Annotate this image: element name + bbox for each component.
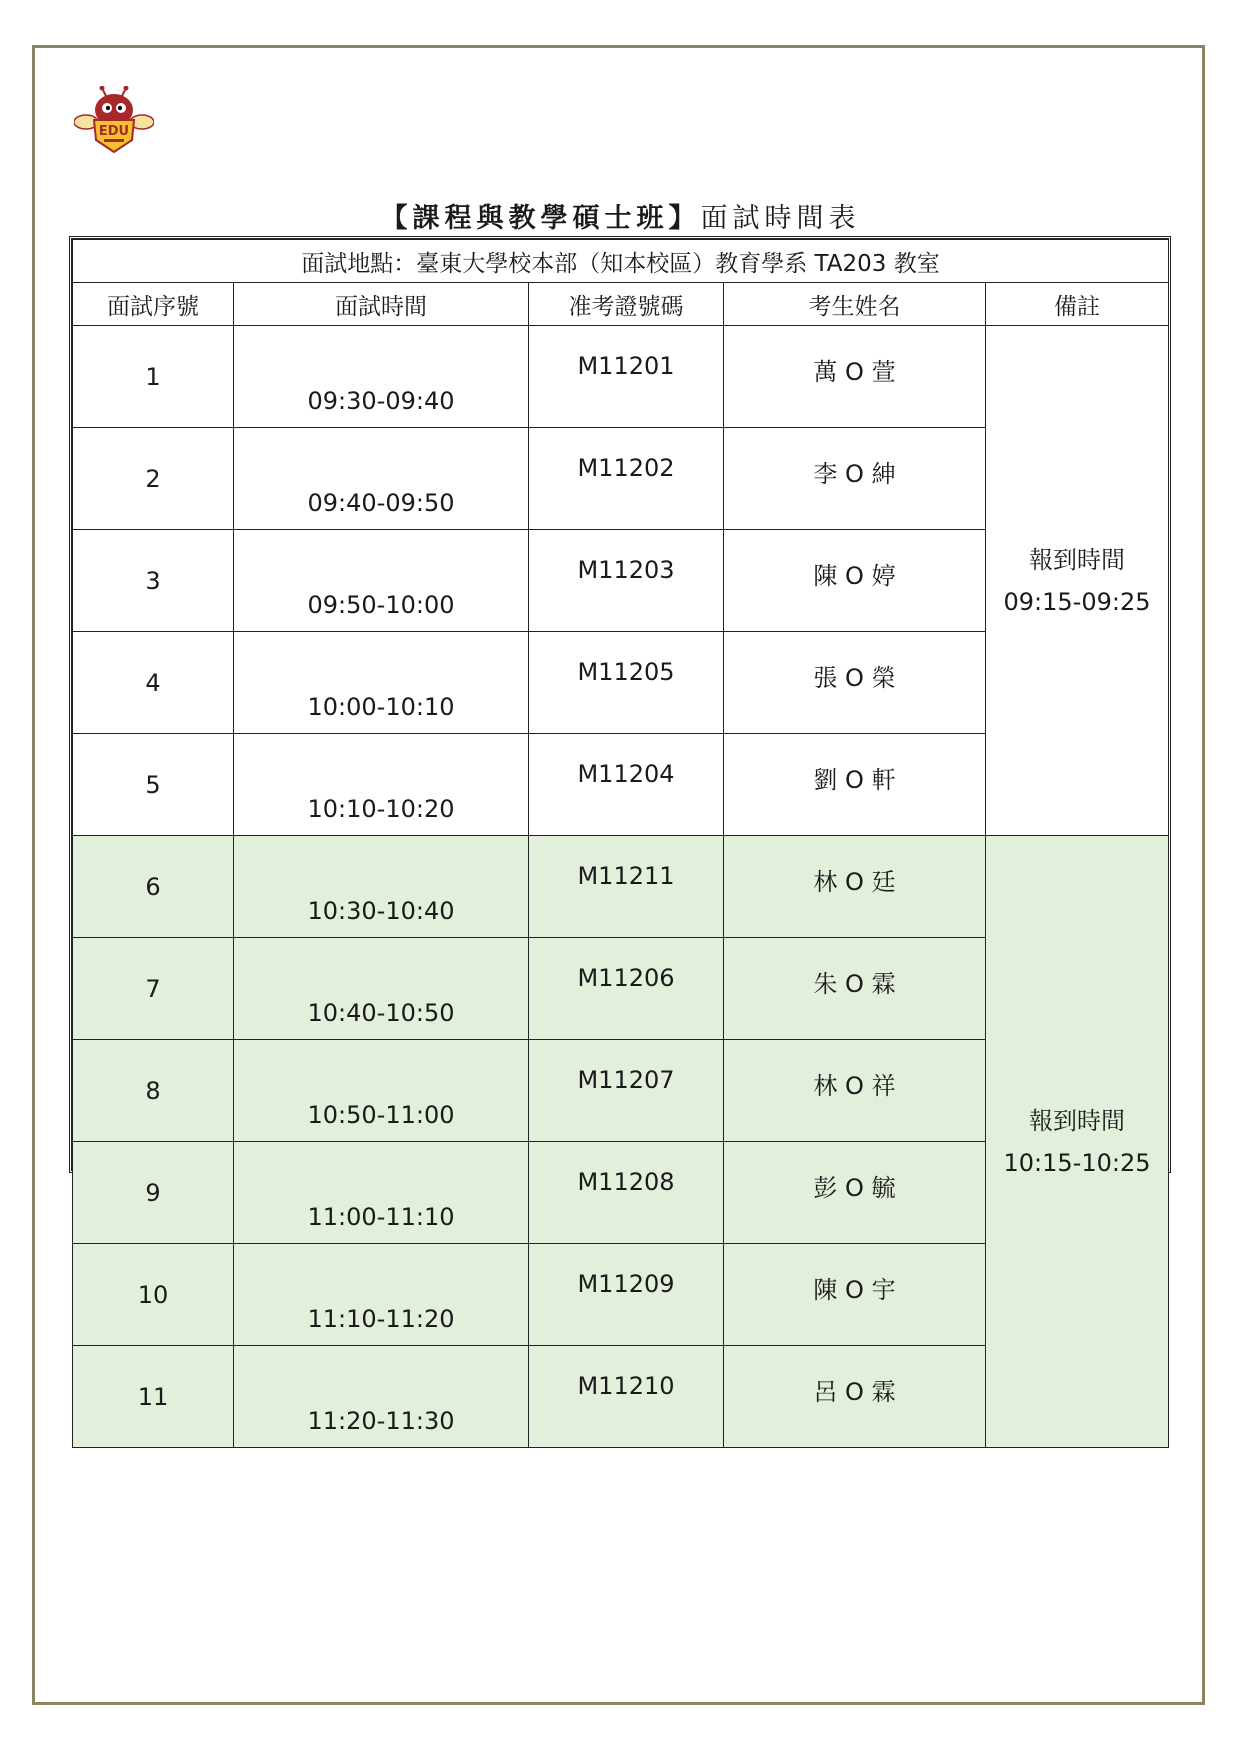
row-time: 10:00-10:10 [234, 632, 529, 734]
row-code: M11203 [529, 530, 724, 632]
row-no: 10 [73, 1244, 234, 1346]
header-note: 備註 [986, 283, 1169, 326]
row-code: M11209 [529, 1244, 724, 1346]
row-name: 陳 O 婷 [724, 530, 986, 632]
row-code: M11204 [529, 734, 724, 836]
row-name: 彭 O 毓 [724, 1142, 986, 1244]
row-no: 8 [73, 1040, 234, 1142]
row-time: 10:10-10:20 [234, 734, 529, 836]
row-code: M11206 [529, 938, 724, 1040]
location-cell: 面試地點：臺東大學校本部（知本校區）教育學系 TA203 教室 [73, 240, 1169, 283]
note-label: 報到時間 [1029, 1106, 1125, 1135]
row-time: 10:40-10:50 [234, 938, 529, 1040]
row-name: 劉 O 軒 [724, 734, 986, 836]
note-time: 09:15-09:25 [1003, 587, 1151, 616]
schedule-table [69, 236, 1171, 1435]
edu-bee-logo [74, 86, 154, 156]
row-no: 3 [73, 530, 234, 632]
row-name: 萬 O 萱 [724, 326, 986, 428]
row-code: M11211 [529, 836, 724, 938]
row-time: 11:20-11:30 [234, 1346, 529, 1448]
row-time: 11:00-11:10 [234, 1142, 529, 1244]
row-no: 9 [73, 1142, 234, 1244]
note-cell-group2 [986, 836, 1169, 1448]
row-name: 林 O 廷 [724, 836, 986, 938]
row-no: 5 [73, 734, 234, 836]
row-code: M11202 [529, 428, 724, 530]
header-row [73, 283, 1169, 326]
row-code: M11205 [529, 632, 724, 734]
row-time: 10:30-10:40 [234, 836, 529, 938]
row-name: 朱 O 霖 [724, 938, 986, 1040]
row-name: 呂 O 霖 [724, 1346, 986, 1448]
row-time: 09:40-09:50 [234, 428, 529, 530]
row-no: 2 [73, 428, 234, 530]
row-name: 陳 O 宇 [724, 1244, 986, 1346]
row-code: M11207 [529, 1040, 724, 1142]
row-time: 11:10-11:20 [234, 1244, 529, 1346]
row-time: 09:50-10:00 [234, 530, 529, 632]
row-time: 09:30-09:40 [234, 326, 529, 428]
note-cell-group1 [986, 326, 1169, 836]
header-name: 考生姓名 [724, 283, 986, 326]
header-code: 准考證號碼 [529, 283, 724, 326]
row-no: 7 [73, 938, 234, 1040]
row-no: 1 [73, 326, 234, 428]
row-name: 林 O 祥 [724, 1040, 986, 1142]
row-code: M11210 [529, 1346, 724, 1448]
row-time: 10:50-11:00 [234, 1040, 529, 1142]
row-name: 李 O 紳 [724, 428, 986, 530]
row-no: 11 [73, 1346, 234, 1448]
table-row [73, 836, 1169, 938]
row-code: M11208 [529, 1142, 724, 1244]
note-time: 10:15-10:25 [1003, 1148, 1151, 1177]
header-no: 面試序號 [73, 283, 234, 326]
table-row [73, 326, 1169, 428]
page-title: 【課程與教學碩士班】面試時間表 [380, 203, 861, 234]
svg-text:EDU: EDU [98, 124, 130, 139]
row-no: 4 [73, 632, 234, 734]
header-time: 面試時間 [234, 283, 529, 326]
row-no: 6 [73, 836, 234, 938]
row-name: 張 O 榮 [724, 632, 986, 734]
note-label: 報到時間 [1029, 545, 1125, 574]
row-code: M11201 [529, 326, 724, 428]
